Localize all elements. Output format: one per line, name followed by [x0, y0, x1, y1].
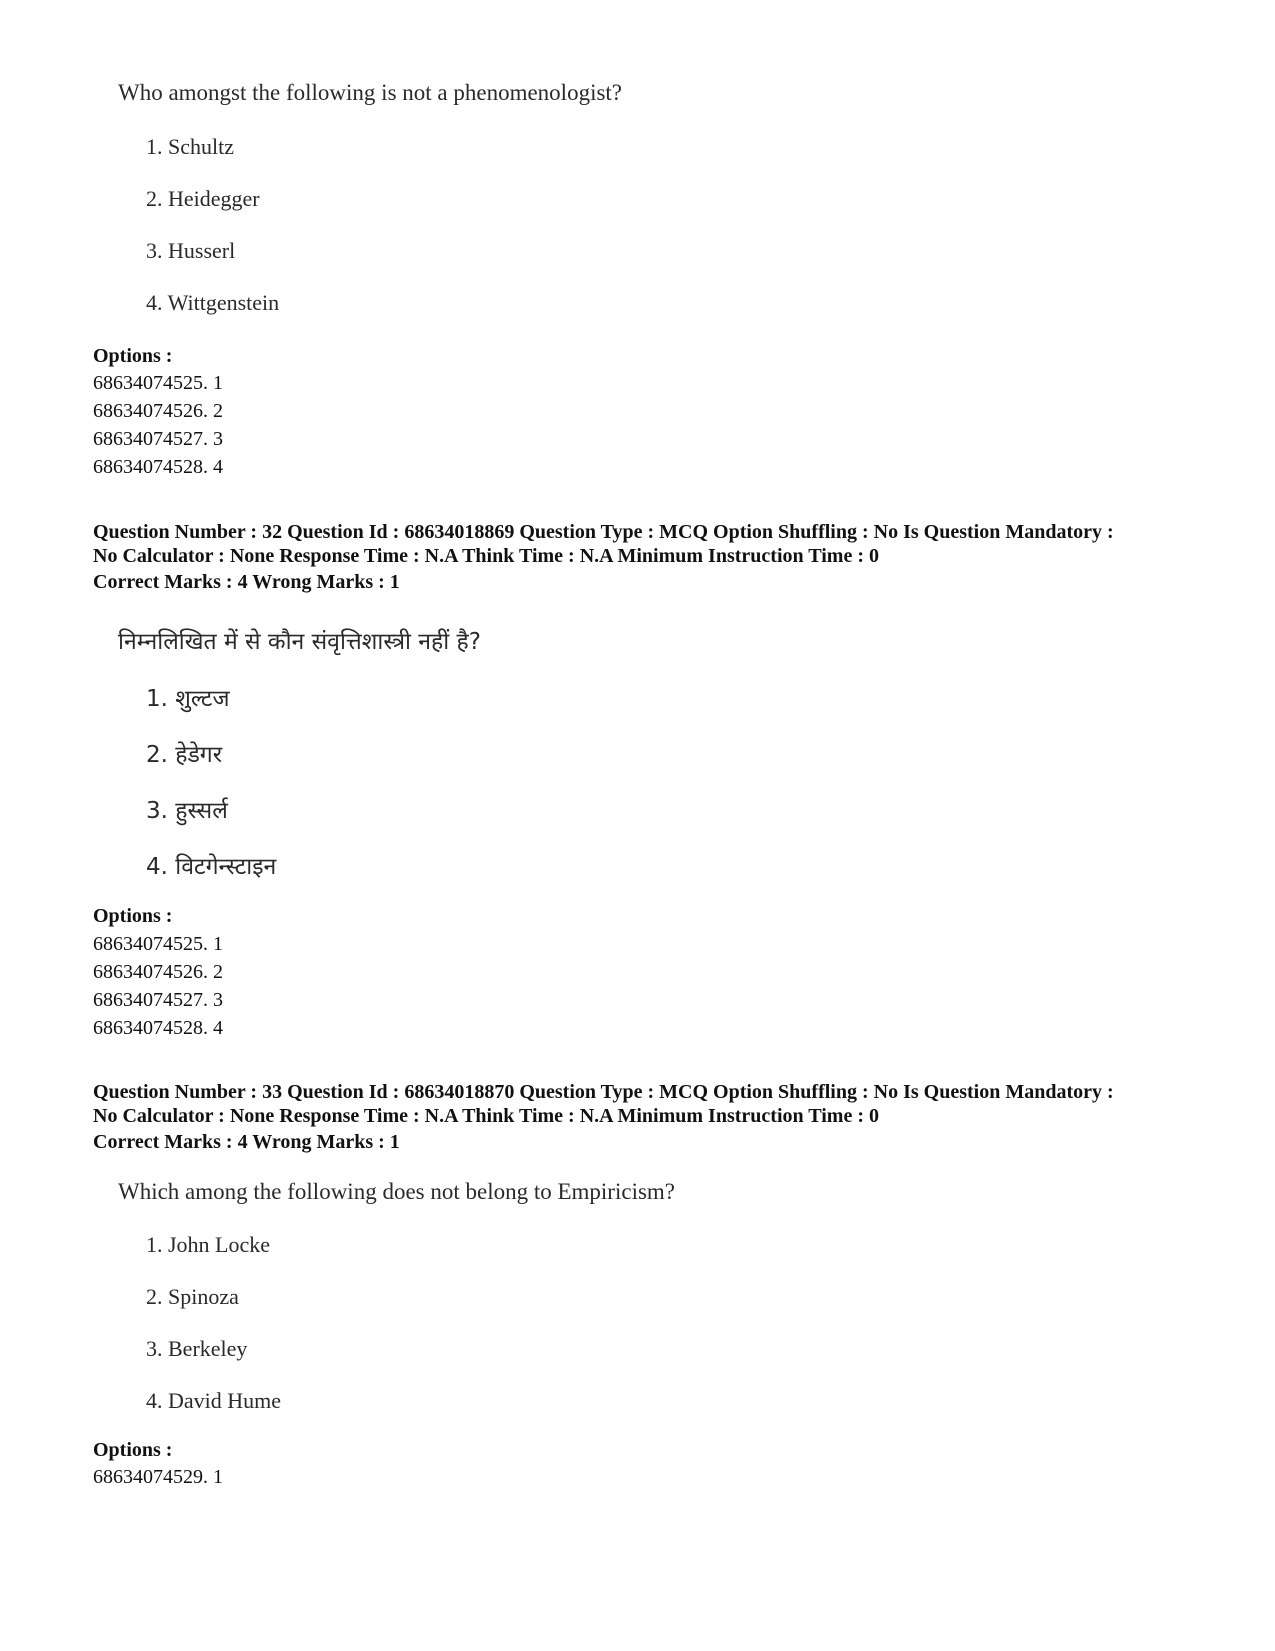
question-meta-line: No Calculator : None Response Time : N.A Think Time : N.A Minimum Instruction Time : 0 [93, 1105, 879, 1127]
choice-item: 3. Berkeley [146, 1336, 248, 1361]
question-meta [93, 520, 1114, 568]
options-label: Options : [93, 1439, 173, 1461]
option-item: 68634074526. 2 [93, 400, 223, 422]
question-text: Which among the following does not belong to Empiricism? [118, 1179, 676, 1204]
choice-item: 4. Wittgenstein [146, 290, 280, 315]
choice-item: 1. शुल्टज [146, 686, 230, 712]
option-item: 68634074527. 3 [93, 428, 223, 450]
marks-line: Correct Marks : 4 Wrong Marks : 1 [93, 1131, 400, 1153]
option-item: 68634074528. 4 [93, 1017, 223, 1039]
option-item: 68634074526. 2 [93, 961, 223, 983]
choice-item: 3. Husserl [146, 238, 236, 263]
options-label: Options : [93, 345, 173, 367]
question-meta-line: No Calculator : None Response Time : N.A Think Time : N.A Minimum Instruction Time : 0 [93, 545, 879, 567]
choice-item: 1. Schultz [146, 134, 234, 159]
choice-item: 2. हेडेगर [146, 742, 223, 768]
option-item: 68634074529. 1 [93, 1466, 223, 1488]
option-item: 68634074525. 1 [93, 933, 223, 955]
choice-item: 2. Heidegger [146, 186, 260, 211]
option-item: 68634074528. 4 [93, 456, 223, 478]
question-meta [93, 1080, 1114, 1128]
choice-item: 1. John Locke [146, 1232, 271, 1257]
choice-item: 4. विटगेन्स्टाइन [146, 854, 277, 880]
choice-item: 4. David Hume [146, 1388, 282, 1413]
option-item: 68634074527. 3 [93, 989, 223, 1011]
question-text: निम्नलिखित में से कौन संवृत्तिशास्त्री नहीं है? [118, 629, 481, 655]
choice-item: 2. Spinoza [146, 1284, 239, 1309]
option-item: 68634074525. 1 [93, 372, 223, 394]
question-meta-line: Question Number : 33 Question Id : 68634018870 Question Type : MCQ Option Shuffling : No Is Question Mandatory : [93, 1081, 1114, 1103]
question-text: Who amongst the following is not a phenomenologist? [118, 80, 623, 105]
options-label: Options : [93, 905, 173, 927]
choice-item: 3. हुस्सर्ल [146, 798, 228, 824]
marks-line: Correct Marks : 4 Wrong Marks : 1 [93, 571, 400, 593]
question-meta-line: Question Number : 32 Question Id : 68634018869 Question Type : MCQ Option Shuffling : No Is Question Mandatory : [93, 521, 1114, 543]
